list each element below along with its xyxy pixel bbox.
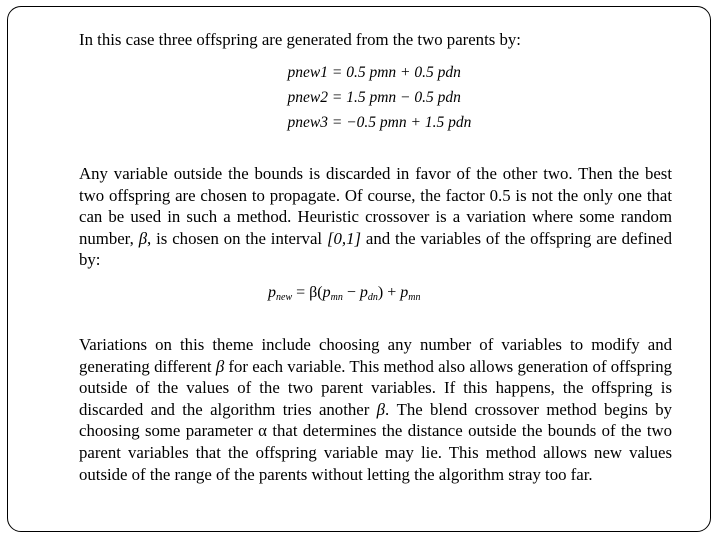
formula-close: ) +	[377, 284, 401, 301]
equation-3	[250, 110, 480, 135]
formula-t2: p	[359, 284, 368, 301]
p1-text-b: , is chosen on the interval	[147, 228, 327, 248]
p1-interval: [0,1]	[326, 228, 362, 248]
offspring-formula	[268, 284, 420, 303]
p2-text-b: for each variable. This method also allows generation of offspring outside of the values of the two parent variables. If this happens, the offspring is discarded and the algorithm tries another	[79, 356, 673, 419]
offspring-equations	[250, 60, 480, 135]
paragraph-heuristic-crossover	[79, 163, 672, 271]
formula-t2-sub: dn	[367, 292, 378, 303]
equation-2-rhs: = 1.5 pmn − 0.5 pdn	[331, 89, 461, 106]
p1-text-a: Any variable outside the bounds is discarded in favor of the other two. Then the best two offspring are chosen to propagate. Of course, the factor 0.5 is not the only one that can be used in such a method. Heuristic crossover is a variation where some random number,	[79, 164, 672, 248]
p1-beta-symbol: β	[138, 228, 148, 248]
p2-beta-symbol-2: β	[376, 399, 386, 419]
formula-t3-sub: mn	[408, 292, 421, 303]
equation-3-rhs: = −0.5 pmn + 1.5 pdn	[331, 114, 472, 131]
p2-beta-symbol-1: β	[215, 356, 225, 376]
p2-text-c: . The blend crossover method begins by choosing some parameter α that determines the distance outside the bounds of the two parent variables that the offspring variable may lie. This method allows new values outside of the range of the parents without letting the algorithm stray too far.	[79, 399, 672, 484]
equation-2-lhs: pnew2	[287, 89, 328, 106]
paragraph-blend-crossover	[79, 334, 672, 485]
equation-2	[250, 85, 480, 110]
formula-t1: p	[322, 284, 331, 301]
intro-text: In this case three offspring are generated from the two parents by:	[79, 30, 521, 49]
equation-1-lhs: pnew1	[287, 64, 328, 81]
equation-3-lhs: pnew3	[287, 114, 328, 131]
formula-lhs-sub: new	[276, 292, 293, 303]
formula-minus: −	[342, 284, 360, 301]
formula-lhs: p	[268, 284, 276, 301]
equation-1	[250, 60, 480, 85]
formula-t3: p	[400, 284, 409, 301]
p2-text-a: Variations on this theme include choosing any number of variables to modify and generating different	[79, 335, 672, 376]
p1-text-c: and the variables of the offspring are defined by:	[79, 228, 672, 270]
equation-1-rhs: = 0.5 pmn + 0.5 pdn	[331, 64, 461, 81]
formula-eq: = β(	[292, 284, 323, 301]
formula-t1-sub: mn	[330, 292, 343, 303]
